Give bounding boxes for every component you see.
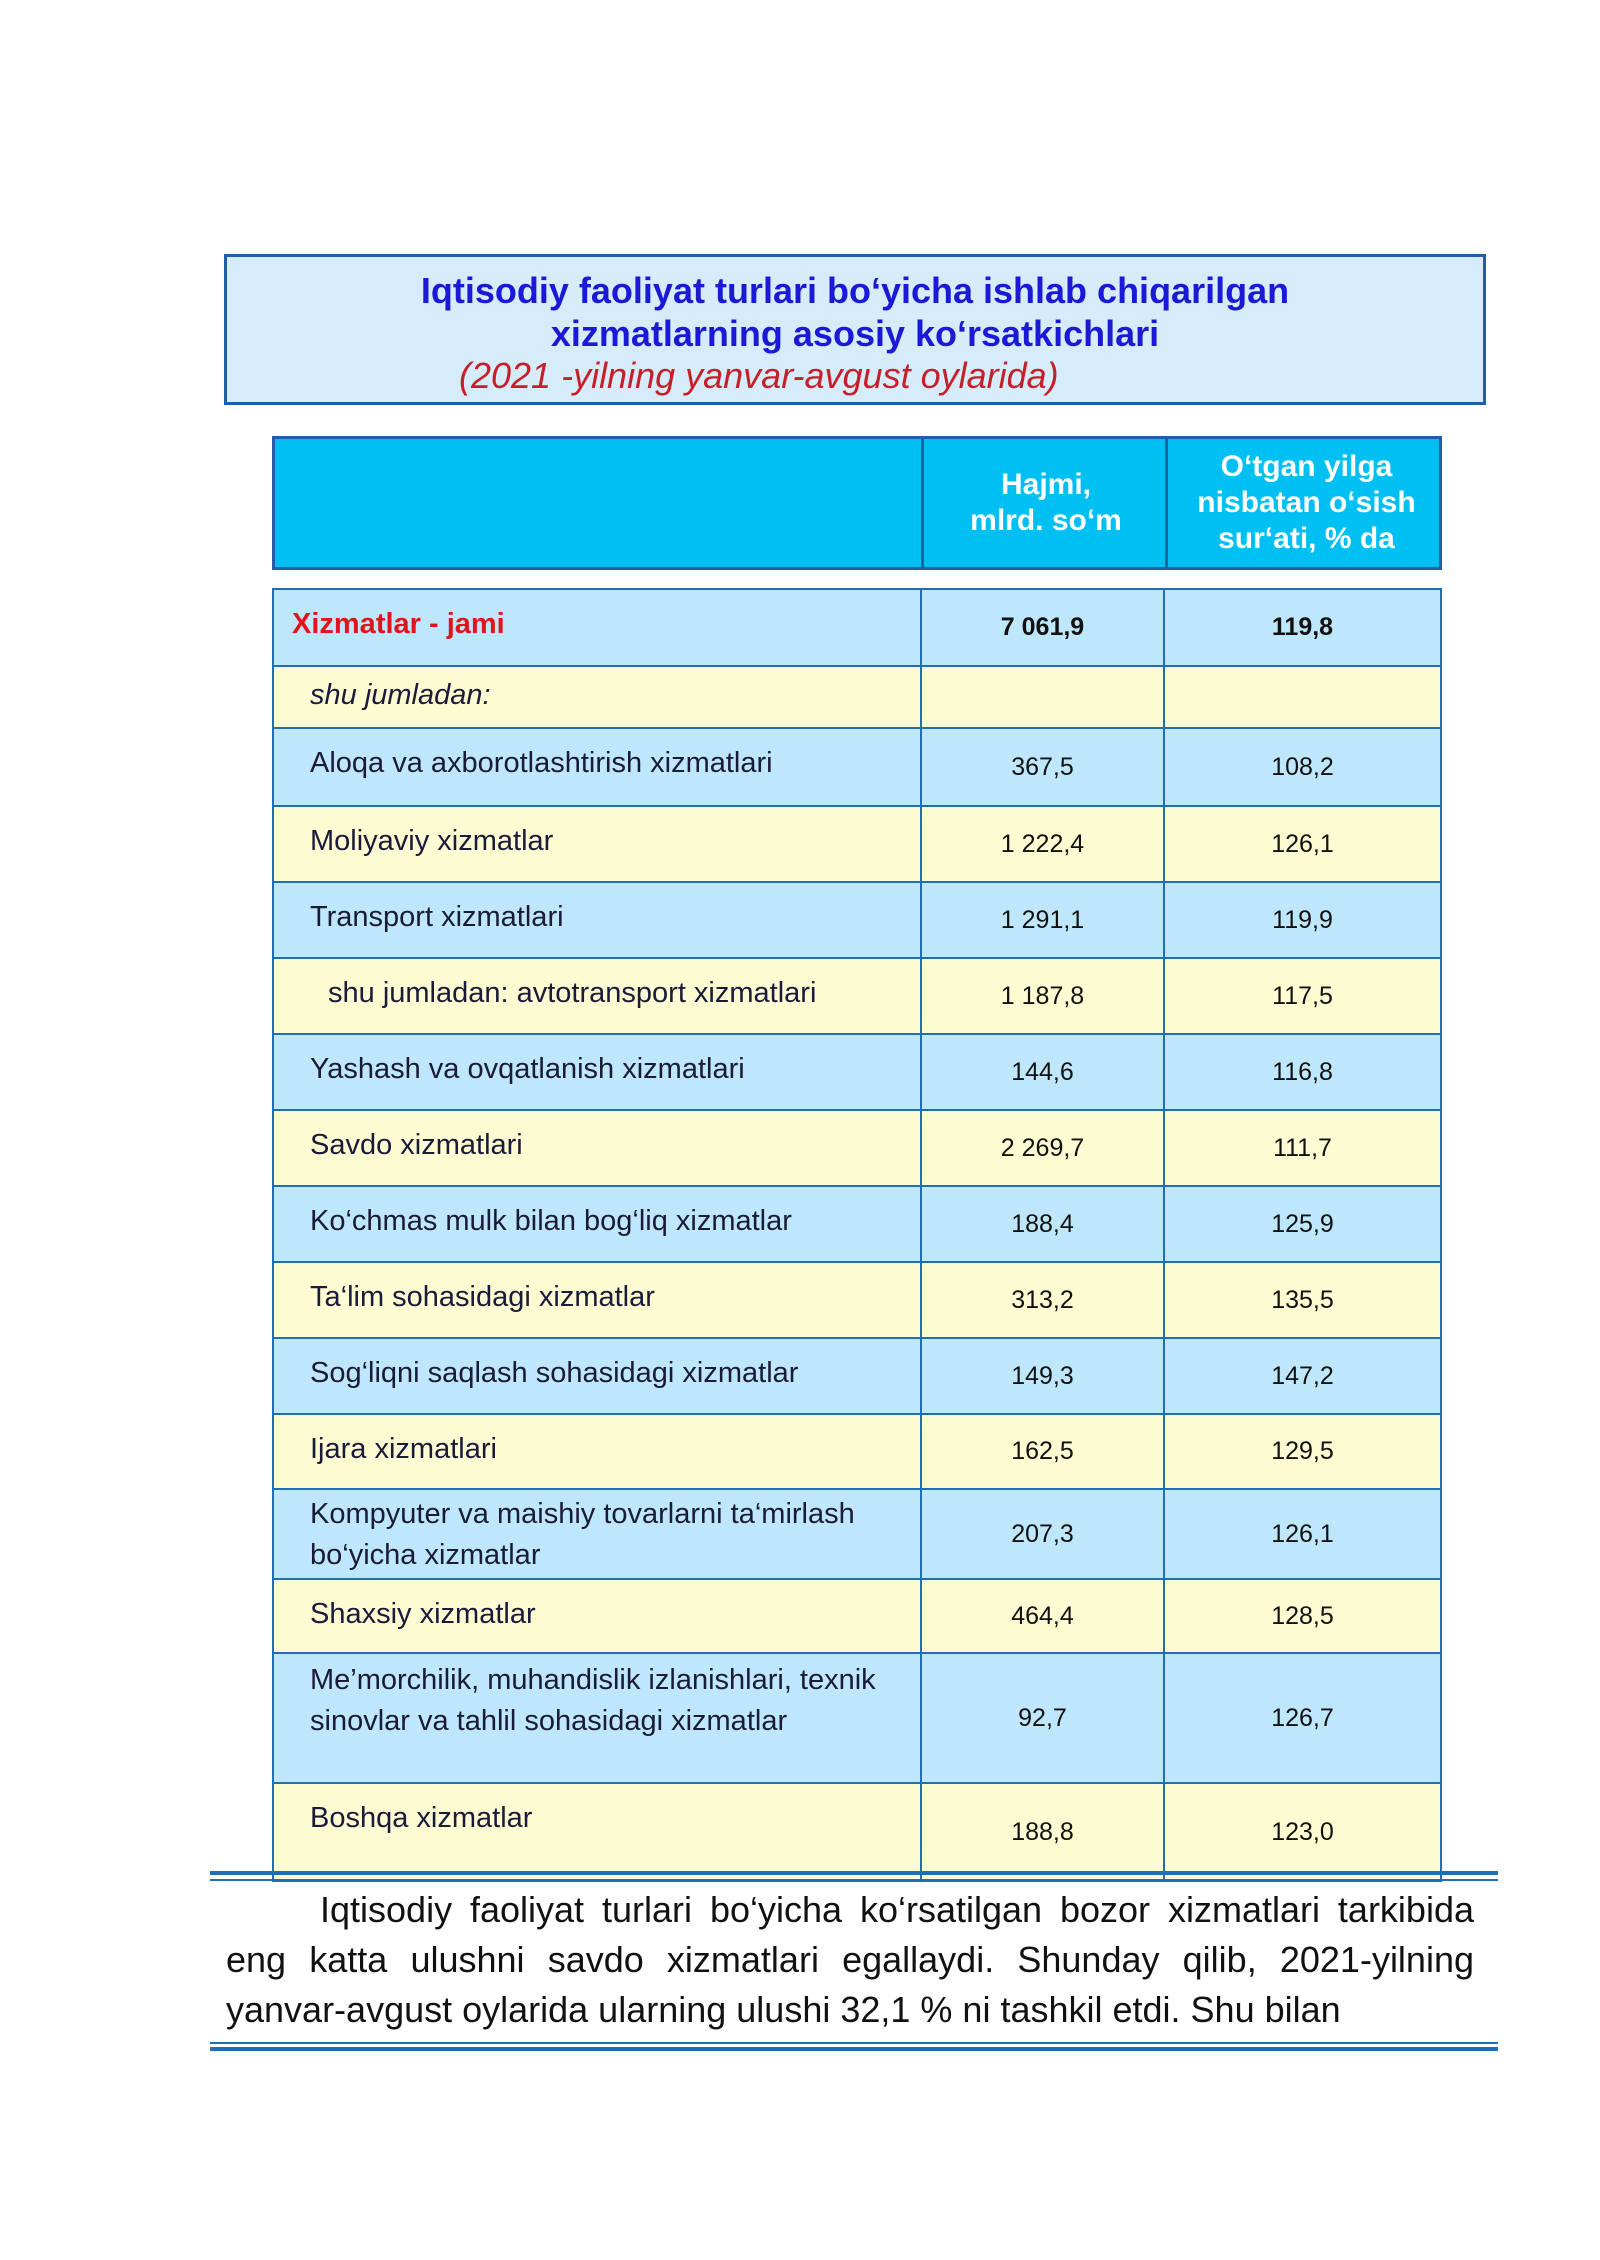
row-label: Savdo xizmatlari (274, 1111, 922, 1185)
row-volume (922, 667, 1165, 727)
divider-bottom-thin (210, 2042, 1498, 2044)
row-volume: 149,3 (922, 1339, 1165, 1413)
row-label: Ijara xizmatlari (274, 1415, 922, 1488)
header-growth (1165, 439, 1445, 567)
row-label: Kompyuter va maishiy tovarlarni ta‘mirlash bo‘yicha xizmatlar (274, 1490, 922, 1578)
table-row (274, 1415, 1440, 1490)
row-volume: 7 061,9 (922, 590, 1165, 665)
row-volume: 162,5 (922, 1415, 1165, 1488)
row-growth: 125,9 (1271, 1209, 1334, 1238)
table-row-total (274, 590, 1440, 667)
table-row (274, 883, 1440, 959)
row-volume: 367,5 (922, 729, 1165, 805)
row-label: Yashash va ovqatlanish xizmatlari (274, 1035, 922, 1109)
title-line-2: xizmatlarning asosiy ko‘rsatkichlari (550, 313, 1160, 354)
row-volume: 188,4 (922, 1187, 1165, 1261)
table-row (274, 1035, 1440, 1111)
divider-bottom-thick (210, 2047, 1498, 2051)
row-volume: 313,2 (922, 1263, 1165, 1337)
row-growth: 126,1 (1271, 829, 1334, 858)
row-volume: 464,4 (922, 1580, 1165, 1652)
divider-top-thin (210, 1879, 1498, 1881)
paragraph-text: Iqtisodiy faoliyat turlari bo‘yicha ko‘rsatilgan bozor xizmatlari tarkibida eng katta ulushni savdo xizmatlari egallaydi. Shunday qilib, 2021-yilning yanvar-avgust oylarida ularning ulushi 32,1 % ni tashkil etdi. Shu bilan (226, 1889, 1474, 2030)
row-label: Transport xizmatlari (274, 883, 922, 957)
row-volume: 207,3 (922, 1490, 1165, 1578)
row-growth: 108,2 (1271, 752, 1334, 781)
row-volume: 2 269,7 (922, 1111, 1165, 1185)
row-volume: 188,8 (922, 1784, 1165, 1880)
divider-top-thick (210, 1871, 1498, 1875)
row-label: Moliyaviy xizmatlar (274, 807, 922, 881)
table-row (274, 667, 1440, 729)
table-row (274, 1111, 1440, 1187)
title-period: (2021 -yilning yanvar-avgust oylarida) (459, 355, 1059, 396)
row-volume: 1 222,4 (922, 807, 1165, 881)
table-row (274, 1580, 1440, 1654)
row-label: shu jumladan: avtotransport xizmatlari (274, 959, 922, 1033)
header-growth-label: O‘tgan yilga nisbatan o‘sish sur‘ati, % da (1197, 450, 1416, 555)
table-row (274, 1784, 1440, 1880)
row-growth: 126,7 (1271, 1703, 1334, 1732)
row-label: Shaxsiy xizmatlar (274, 1580, 922, 1652)
row-growth: 135,5 (1271, 1285, 1334, 1314)
table-row (274, 959, 1440, 1035)
row-growth: 128,5 (1271, 1601, 1334, 1630)
table-header (272, 436, 1442, 570)
row-growth: 123,0 (1271, 1817, 1334, 1846)
table-row (274, 1339, 1440, 1415)
services-table (272, 588, 1442, 1882)
row-label: Ko‘chmas mulk bilan bog‘liq xizmatlar (274, 1187, 922, 1261)
row-label: Boshqa xizmatlar (274, 1784, 922, 1880)
row-volume: 1 291,1 (922, 883, 1165, 957)
row-label: shu jumladan: (274, 667, 922, 727)
row-label: Sog‘liqni saqlash sohasidagi xizmatlar (274, 1339, 922, 1413)
row-volume: 92,7 (922, 1654, 1165, 1782)
row-label: Aloqa va axborotlashtirish xizmatlari (274, 729, 922, 805)
row-volume: 144,6 (922, 1035, 1165, 1109)
header-volume (921, 439, 1168, 567)
row-growth: 129,5 (1271, 1437, 1334, 1465)
row-growth: 116,8 (1272, 1057, 1333, 1086)
title-line-1: Iqtisodiy faoliyat turlari bo‘yicha ishlab chiqarilgan (420, 270, 1290, 311)
table-row (274, 1187, 1440, 1263)
row-growth: 119,8 (1271, 613, 1334, 641)
row-growth: 119,9 (1272, 905, 1333, 934)
row-label: Ta‘lim sohasidagi xizmatlar (274, 1263, 922, 1337)
row-growth (1165, 667, 1440, 727)
row-label: Xizmatlar - jami (274, 590, 922, 665)
row-growth: 147,2 (1271, 1361, 1334, 1390)
row-growth: 117,5 (1272, 981, 1333, 1010)
table-row (274, 1490, 1440, 1580)
table-row (274, 1654, 1440, 1784)
table-row (274, 807, 1440, 883)
header-volume-label: Hajmi, mlrd. so‘m (970, 468, 1122, 537)
row-growth: 111,7 (1273, 1133, 1332, 1162)
body-paragraph (226, 1885, 1474, 2035)
row-growth: 126,1 (1271, 1519, 1334, 1548)
table-row (274, 729, 1440, 807)
row-volume: 1 187,8 (922, 959, 1165, 1033)
table-title-box (224, 254, 1486, 405)
row-label: Me’morchilik, muhandislik izlanishlari, texnik sinovlar va tahlil sohasidagi xizmatlar (274, 1654, 922, 1782)
table-row (274, 1263, 1440, 1339)
